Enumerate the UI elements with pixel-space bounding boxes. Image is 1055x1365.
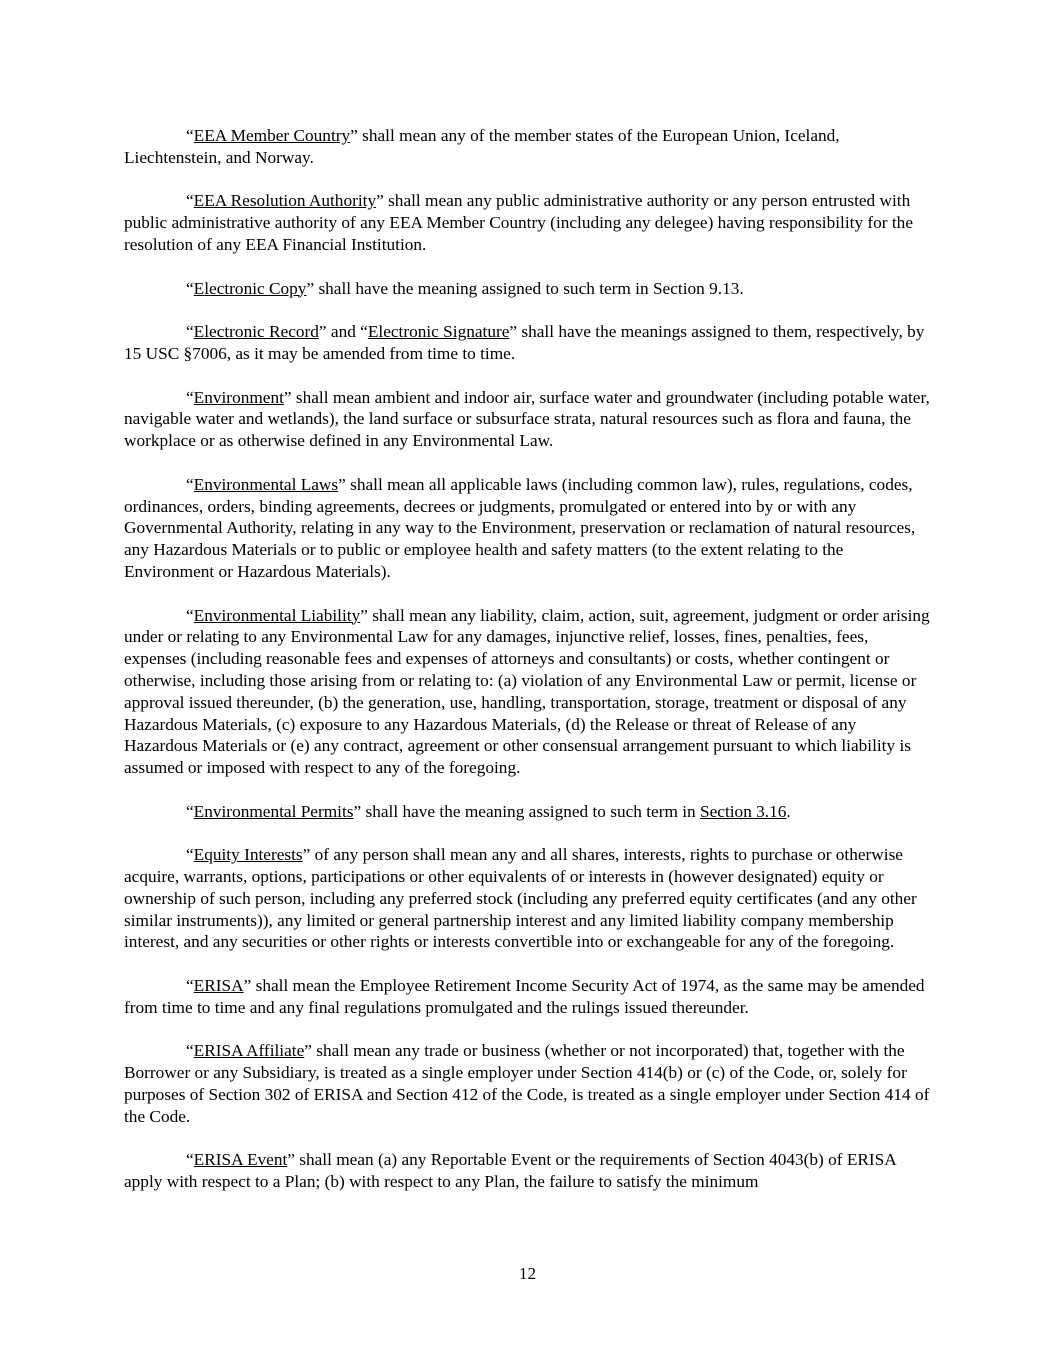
definition-text: shall have the meaning assigned to such term in bbox=[361, 801, 700, 821]
definition-erisa-affiliate bbox=[124, 1040, 934, 1127]
definition-equity-interests bbox=[124, 844, 934, 953]
open-quote: “ bbox=[186, 801, 194, 821]
definition-text: shall mean ambient and indoor air, surface water and groundwater (including potable water, navigable water and wetlands), the land surface or subsurface strata, natural resources such as flora and fauna, the workplace or as otherwise defined in any Environmental Law. bbox=[124, 387, 930, 451]
definition-text: of any person shall mean any and all shares, interests, rights to purchase or otherwise acquire, warrants, options, participations or other equivalents of or interests in (however designated) equity or ownership of such person, including any preferred stock (including any preferred equity certificates (and any other similar instruments)), any limited or general partnership interest and any limited liability company membership interest, and any securities or other rights or interests convertible into or exchangeable for any of the foregoing. bbox=[124, 845, 917, 952]
defined-term: ERISA Affiliate bbox=[193, 1041, 305, 1061]
section-reference-link[interactable]: Section 3.16 bbox=[700, 801, 787, 821]
definition-environmental-liability bbox=[124, 605, 934, 779]
close-quote: ” bbox=[376, 191, 384, 211]
close-quote: ” bbox=[338, 474, 346, 494]
close-quote: ” bbox=[302, 845, 311, 865]
defined-term: Environmental Permits bbox=[193, 801, 354, 821]
definition-erisa bbox=[124, 975, 934, 1019]
defined-term: Equity Interests bbox=[193, 845, 303, 865]
defined-term: Environment bbox=[193, 387, 284, 407]
term-connector: and bbox=[326, 322, 361, 342]
defined-term: Electronic Record bbox=[193, 322, 319, 342]
defined-term: Environmental Liability bbox=[193, 605, 361, 625]
close-quote: ” bbox=[243, 976, 252, 996]
defined-term: Environmental Laws bbox=[193, 474, 339, 494]
definition-electronic-record-signature bbox=[124, 321, 934, 365]
close-quote: ” bbox=[318, 322, 327, 342]
definition-text: shall have the meaning assigned to such term in Section 9.13. bbox=[314, 278, 744, 298]
close-quote: ” bbox=[350, 126, 358, 145]
open-quote: “ bbox=[186, 474, 194, 494]
definition-eea-resolution-authority bbox=[124, 190, 934, 255]
defined-term: ERISA Event bbox=[193, 1150, 288, 1170]
open-quote: “ bbox=[186, 191, 194, 211]
open-quote: “ bbox=[186, 322, 194, 342]
definition-environmental-permits bbox=[124, 801, 934, 823]
close-quote: ” bbox=[360, 605, 368, 625]
definitions-body bbox=[124, 125, 934, 1215]
definition-eea-member-country bbox=[124, 125, 934, 169]
definition-environment bbox=[124, 387, 934, 452]
definition-electronic-copy bbox=[124, 278, 934, 300]
definition-text: shall mean (a) any Reportable Event or the requirements of Section 4043(b) of ERISA apply with respect to a Plan; (b) with respect to any Plan, the failure to satisfy the minimum bbox=[124, 1150, 896, 1192]
open-quote: “ bbox=[186, 605, 194, 625]
definition-text: shall mean any liability, claim, action, suit, agreement, judgment or order arising under or relating to any Environmental Law for any damages, injunctive relief, losses, fines, penalties, fees, expenses (including reasonable fees and expenses of attorneys and consultants) or costs, whether contingent or otherwise, including those arising from or relating to: (a) violation of any Environmental Law or permit, license or approval issued thereunder, (b) the generation, use, handling, transportation, storage, treatment or disposal of any Hazardous Materials, (c) exposure to any Hazardous Materials, (d) the Release or threat of Release of any Hazardous Materials or (e) any contract, agreement or other consensual arrangement pursuant to which liability is assumed or imposed with respect to any of the foregoing. bbox=[124, 605, 930, 778]
open-quote: “ bbox=[186, 845, 194, 865]
definition-text: shall mean any of the member states of the European Union, Iceland, Liechtenstein, and Norway. bbox=[124, 126, 840, 167]
defined-term-2: Electronic Signature bbox=[367, 322, 510, 342]
open-quote: “ bbox=[186, 976, 194, 996]
close-quote: ” bbox=[283, 387, 292, 407]
open-quote: “ bbox=[186, 126, 194, 145]
close-quote: ” bbox=[287, 1150, 295, 1170]
defined-term: Electronic Copy bbox=[193, 278, 307, 298]
open-quote: “ bbox=[360, 322, 368, 342]
defined-term: ERISA bbox=[193, 976, 244, 996]
definition-text: shall mean the Employee Retirement Income Security Act of 1974, as the same may be amended from time to time and any final regulations promulgated and the rulings issued thereunder. bbox=[124, 976, 925, 1017]
open-quote: “ bbox=[186, 1041, 194, 1061]
close-quote: ” bbox=[509, 322, 518, 342]
definition-text: shall mean all applicable laws (including common law), rules, regulations, codes, ordinances, orders, binding agreements, decrees or judgments, promulgated or entered into by or with any Governmental Authority, relating in any way to the Environment, preservation or reclamation of natural resources, any Hazardous Materials or to public or employee health and safety matters (to the extent relating to the Environment or Hazardous Materials). bbox=[124, 474, 916, 581]
close-quote: ” bbox=[306, 278, 315, 298]
defined-term: EEA Member Country bbox=[193, 126, 351, 145]
page-number: 12 bbox=[518, 1264, 537, 1283]
definition-erisa-event bbox=[124, 1149, 934, 1193]
definition-text: shall mean any trade or business (whether or not incorporated) that, together with the Borrower or any Subsidiary, is treated as a single employer under Section 414(b) or (c) of the Code, or, solely for purposes of Section 302 of ERISA and Section 412 of the Code, is treated as a single employer under Section 414 of the Code. bbox=[124, 1041, 930, 1126]
open-quote: “ bbox=[186, 1150, 194, 1170]
definition-environmental-laws bbox=[124, 474, 934, 583]
open-quote: “ bbox=[186, 278, 194, 298]
close-quote: ” bbox=[353, 801, 362, 821]
defined-term: EEA Resolution Authority bbox=[193, 191, 377, 211]
definition-text: shall mean any public administrative authority or any person entrusted with public administrative authority of any EEA Member Country (including any delegee) having responsibility for the resolution of any EEA Financial Institution. bbox=[124, 191, 913, 254]
open-quote: “ bbox=[186, 387, 194, 407]
definition-tail: . bbox=[786, 801, 791, 821]
definition-text: shall have the meanings assigned to them, respectively, by 15 USC §7006, as it may be amended from time to time. bbox=[124, 322, 925, 363]
close-quote: ” bbox=[304, 1041, 312, 1061]
